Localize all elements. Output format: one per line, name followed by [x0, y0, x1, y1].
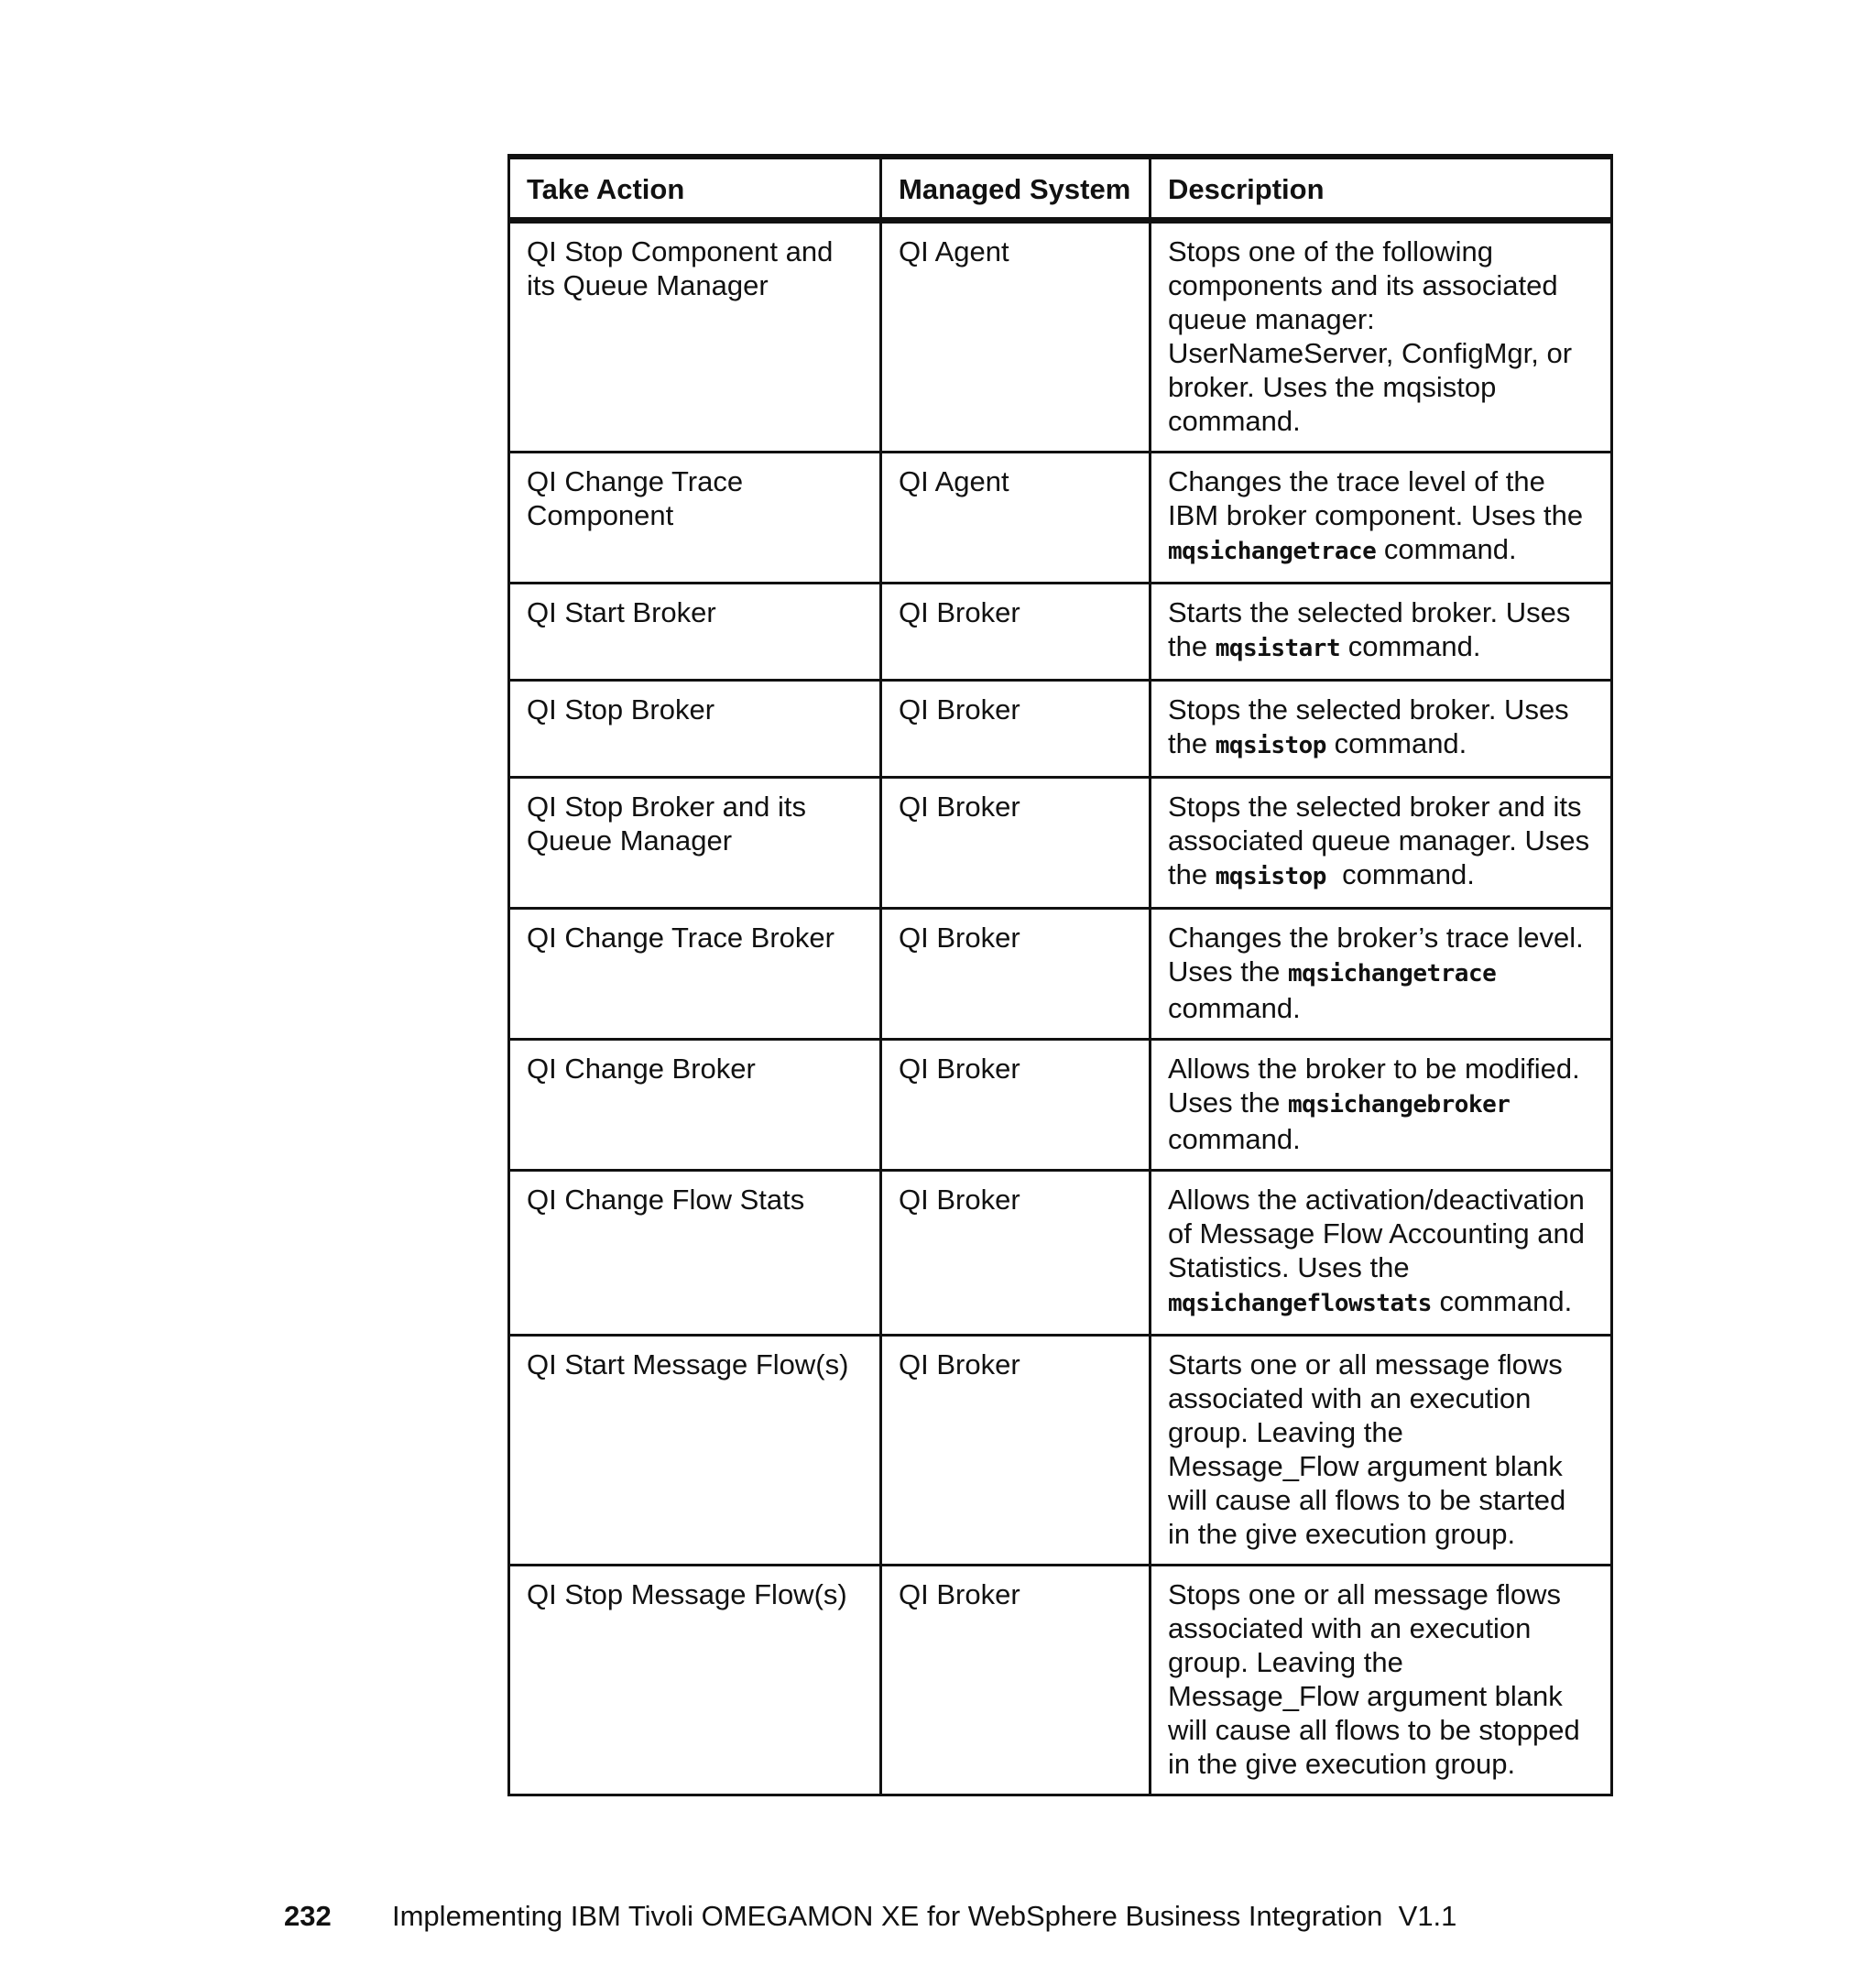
- description-text: Allows the broker to be modified. Uses the: [1168, 1053, 1588, 1118]
- command-name: mqsistop: [1215, 732, 1326, 759]
- cell-description: [1151, 1040, 1612, 1171]
- table-body: [509, 221, 1612, 1795]
- cell-managed-system: QI Broker: [881, 1040, 1151, 1171]
- cell-description: [1151, 778, 1612, 909]
- cell-take-action: QI Stop Broker and its Queue Manager: [509, 778, 881, 909]
- table-row: [509, 584, 1612, 681]
- cell-managed-system: QI Broker: [881, 778, 1151, 909]
- cell-take-action: QI Stop Component and its Queue Manager: [509, 221, 881, 453]
- command-name: mqsichangetrace: [1287, 960, 1497, 988]
- cell-take-action: QI Start Broker: [509, 584, 881, 681]
- description-text-end: command.: [1168, 955, 1504, 1024]
- description-text: Allows the activation/deactivation of Message Flow Accounting and Statistics. Uses the: [1168, 1184, 1593, 1283]
- description-text-end: command.: [1325, 727, 1467, 759]
- cell-description: [1151, 909, 1612, 1040]
- book-title: Implementing IBM Tivoli OMEGAMON XE for WebSphere Business Integration V1.1: [392, 1900, 1457, 1932]
- cell-managed-system: QI Broker: [881, 1566, 1151, 1795]
- table-row: [509, 1566, 1612, 1795]
- description-text: Stops the selected broker and its associated queue manager. Uses the: [1168, 791, 1598, 890]
- cell-description: [1151, 453, 1612, 584]
- cell-take-action: QI Start Message Flow(s): [509, 1336, 881, 1566]
- header-description: Description: [1151, 157, 1612, 221]
- command-name: mqsichangetrace: [1168, 538, 1377, 565]
- description-text: Stops one or all message flows associated with an execution group. Leaving the Message_Flow argument blank will cause all flows to be stopped in the give execution group.: [1168, 1578, 1588, 1780]
- description-text: Starts the selected broker. Uses the: [1168, 596, 1578, 662]
- take-action-table: [507, 154, 1613, 1796]
- header-take-action: Take Action: [509, 157, 881, 221]
- cell-take-action: QI Change Trace Component: [509, 453, 881, 584]
- table-row: [509, 1336, 1612, 1566]
- table-row: [509, 221, 1612, 453]
- cell-managed-system: QI Broker: [881, 681, 1151, 778]
- cell-description: [1151, 681, 1612, 778]
- command-name: mqsistop: [1215, 863, 1326, 890]
- table-header-row: [509, 157, 1612, 221]
- description-text-end: command.: [1431, 1285, 1573, 1317]
- description-text: Changes the trace level of the IBM broker component. Uses the: [1168, 465, 1591, 531]
- table-row: [509, 778, 1612, 909]
- cell-managed-system: QI Agent: [881, 453, 1151, 584]
- cell-description: [1151, 1336, 1612, 1566]
- cell-description: [1151, 1566, 1612, 1795]
- table-row: [509, 1040, 1612, 1171]
- cell-description: [1151, 221, 1612, 453]
- page-number: 232: [284, 1900, 332, 1932]
- cell-description: [1151, 584, 1612, 681]
- cell-take-action: QI Stop Broker: [509, 681, 881, 778]
- page-footer: [284, 1900, 1456, 1933]
- description-text-end: command.: [1168, 1086, 1519, 1155]
- command-name: mqsichangebroker: [1287, 1091, 1511, 1118]
- description-text-end: command.: [1376, 533, 1517, 565]
- description-text: Starts one or all message flows associated with an execution group. Leaving the Message_Flow argument blank will cause all flows to be started in the give execution group.: [1168, 1348, 1574, 1550]
- cell-take-action: QI Change Trace Broker: [509, 909, 881, 1040]
- cell-take-action: QI Change Broker: [509, 1040, 881, 1171]
- command-name: mqsistart: [1215, 635, 1341, 662]
- cell-take-action: QI Stop Message Flow(s): [509, 1566, 881, 1795]
- description-text-end: command.: [1325, 858, 1475, 890]
- cell-managed-system: QI Broker: [881, 909, 1151, 1040]
- cell-take-action: QI Change Flow Stats: [509, 1171, 881, 1336]
- table-row: [509, 453, 1612, 584]
- description-text: Stops the selected broker. Uses the: [1168, 693, 1577, 759]
- cell-description: [1151, 1171, 1612, 1336]
- cell-managed-system: QI Agent: [881, 221, 1151, 453]
- table-row: [509, 909, 1612, 1040]
- cell-managed-system: QI Broker: [881, 1171, 1151, 1336]
- description-text-end: command.: [1340, 630, 1481, 662]
- cell-managed-system: QI Broker: [881, 584, 1151, 681]
- header-managed-system: Managed System: [881, 157, 1151, 221]
- table-row: [509, 1171, 1612, 1336]
- description-text: Stops one of the following components and its associated queue manager: UserNameServer, ConfigMgr, or broker. Uses the mqsistop command.: [1168, 235, 1580, 437]
- description-text: Changes the broker’s trace level. Uses the: [1168, 922, 1592, 988]
- table-row: [509, 681, 1612, 778]
- command-name: mqsichangeflowstats: [1168, 1290, 1432, 1317]
- cell-managed-system: QI Broker: [881, 1336, 1151, 1566]
